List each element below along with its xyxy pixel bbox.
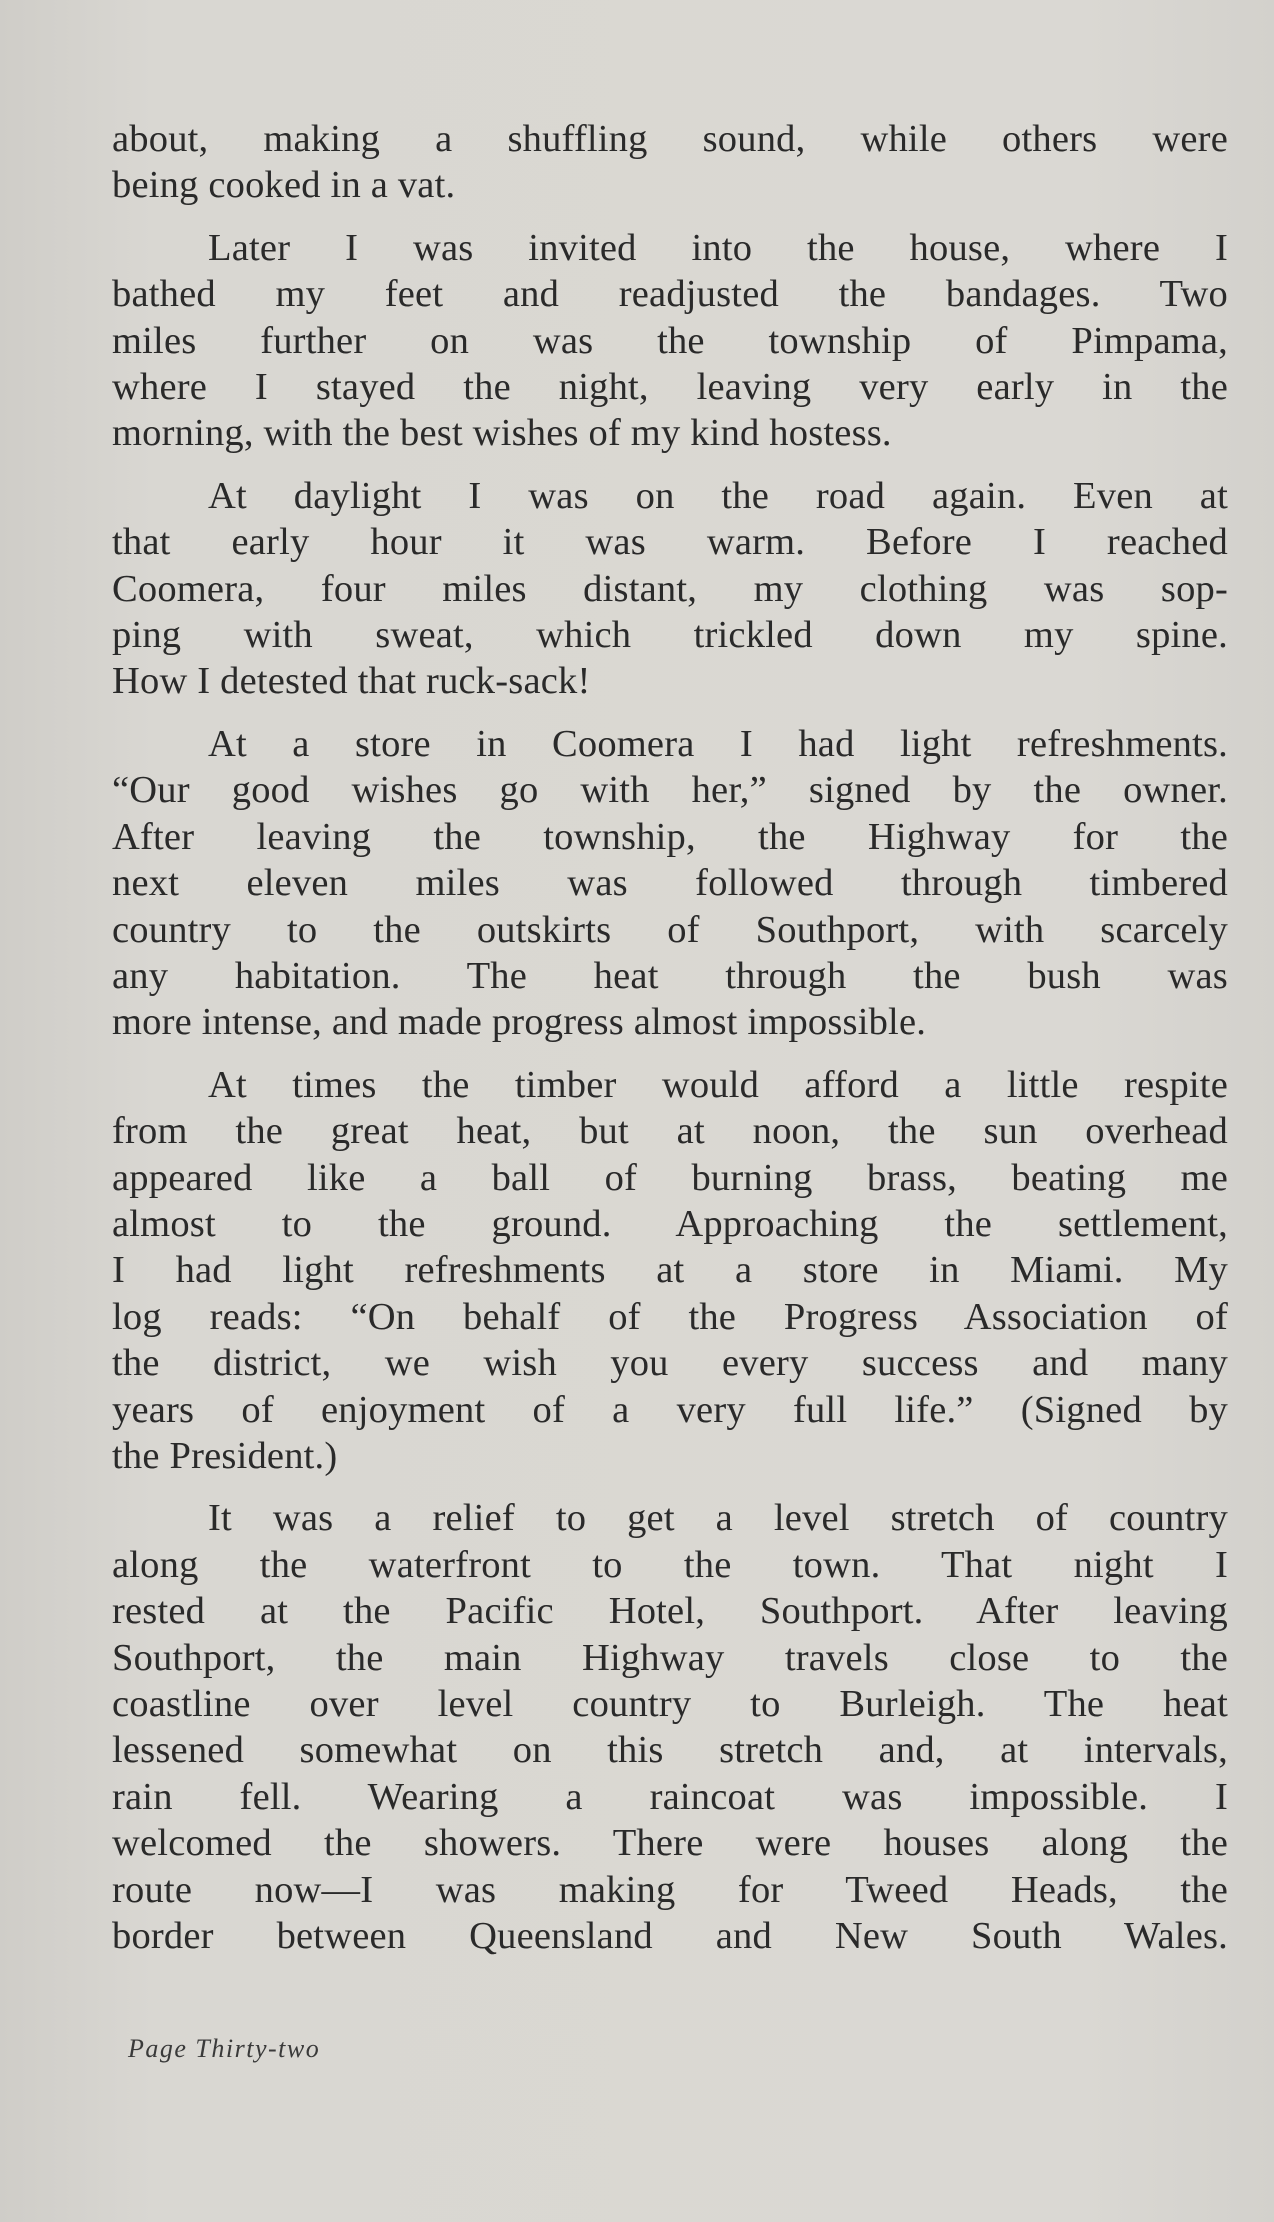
paragraph-5	[112, 1062, 1228, 1480]
text-line: I had light refreshments at a store in Miami. My	[112, 1249, 1228, 1292]
paragraph-1	[112, 116, 1228, 209]
paragraph-2	[112, 225, 1228, 457]
text-line: being cooked in a vat.	[112, 164, 456, 207]
text-line: welcomed the showers. There were houses along the	[112, 1822, 1228, 1865]
body-text	[112, 116, 1228, 1975]
text-line: rested at the Pacific Hotel, Southport. After leaving	[112, 1590, 1228, 1633]
text-line: Coomera, four miles distant, my clothing was sop-	[112, 567, 1228, 610]
text-line: route now—I was making for Tweed Heads, the	[112, 1868, 1228, 1911]
text-line: along the waterfront to the town. That night I	[112, 1543, 1228, 1586]
page-number-label: Page Thirty-two	[128, 2034, 321, 2063]
text-line: where I stayed the night, leaving very early in the	[112, 366, 1228, 409]
text-line: log reads: “On behalf of the Progress Association of	[112, 1295, 1228, 1338]
text-line: appeared like a ball of burning brass, beating me	[112, 1156, 1228, 1199]
text-line: almost to the ground. Approaching the settlement,	[112, 1202, 1228, 1245]
text-line: the President.)	[112, 1434, 338, 1477]
text-line: At daylight I was on the road again. Even at	[208, 474, 1228, 517]
text-line: country to the outskirts of Southport, with scarcely	[112, 908, 1228, 951]
text-line: bathed my feet and readjusted the bandages. Two	[112, 273, 1228, 316]
text-line: morning, with the best wishes of my kind hostess.	[112, 412, 892, 455]
text-line: from the great heat, but at noon, the sun overhead	[112, 1110, 1228, 1153]
paragraph-4	[112, 721, 1228, 1046]
text-line: ping with sweat, which trickled down my spine.	[112, 614, 1228, 657]
text-line: How I detested that ruck-sack!	[112, 660, 591, 703]
paragraph-3	[112, 473, 1228, 705]
text-line: At a store in Coomera I had light refreshments.	[208, 722, 1228, 765]
text-line: It was a relief to get a level stretch of country	[208, 1497, 1228, 1540]
text-line: Southport, the main Highway travels close to the	[112, 1636, 1228, 1679]
text-line: more intense, and made progress almost impossible.	[112, 1001, 927, 1044]
text-line: “Our good wishes go with her,” signed by the owner.	[112, 769, 1228, 812]
text-line: Later I was invited into the house, where I	[208, 226, 1228, 269]
text-line: next eleven miles was followed through timbered	[112, 862, 1228, 905]
text-line: years of enjoyment of a very full life.” (Signed by	[112, 1388, 1228, 1431]
text-line: rain fell. Wearing a raincoat was impossible. I	[112, 1775, 1228, 1818]
text-line: any habitation. The heat through the bush was	[112, 954, 1228, 997]
text-line: the district, we wish you every success and many	[112, 1342, 1228, 1385]
paragraph-6	[112, 1495, 1228, 1959]
text-line: miles further on was the township of Pimpama,	[112, 319, 1228, 362]
text-line: At times the timber would afford a little respite	[208, 1063, 1228, 1106]
text-line: border between Queensland and New South Wales.	[112, 1915, 1228, 1958]
text-line: coastline over level country to Burleigh. The heat	[112, 1683, 1228, 1725]
text-line: about, making a shuffling sound, while others were	[112, 118, 1228, 160]
text-line: After leaving the township, the Highway for the	[112, 815, 1228, 858]
text-line: that early hour it was warm. Before I reached	[112, 521, 1228, 564]
text-line: lessened somewhat on this stretch and, at intervals,	[112, 1729, 1228, 1772]
